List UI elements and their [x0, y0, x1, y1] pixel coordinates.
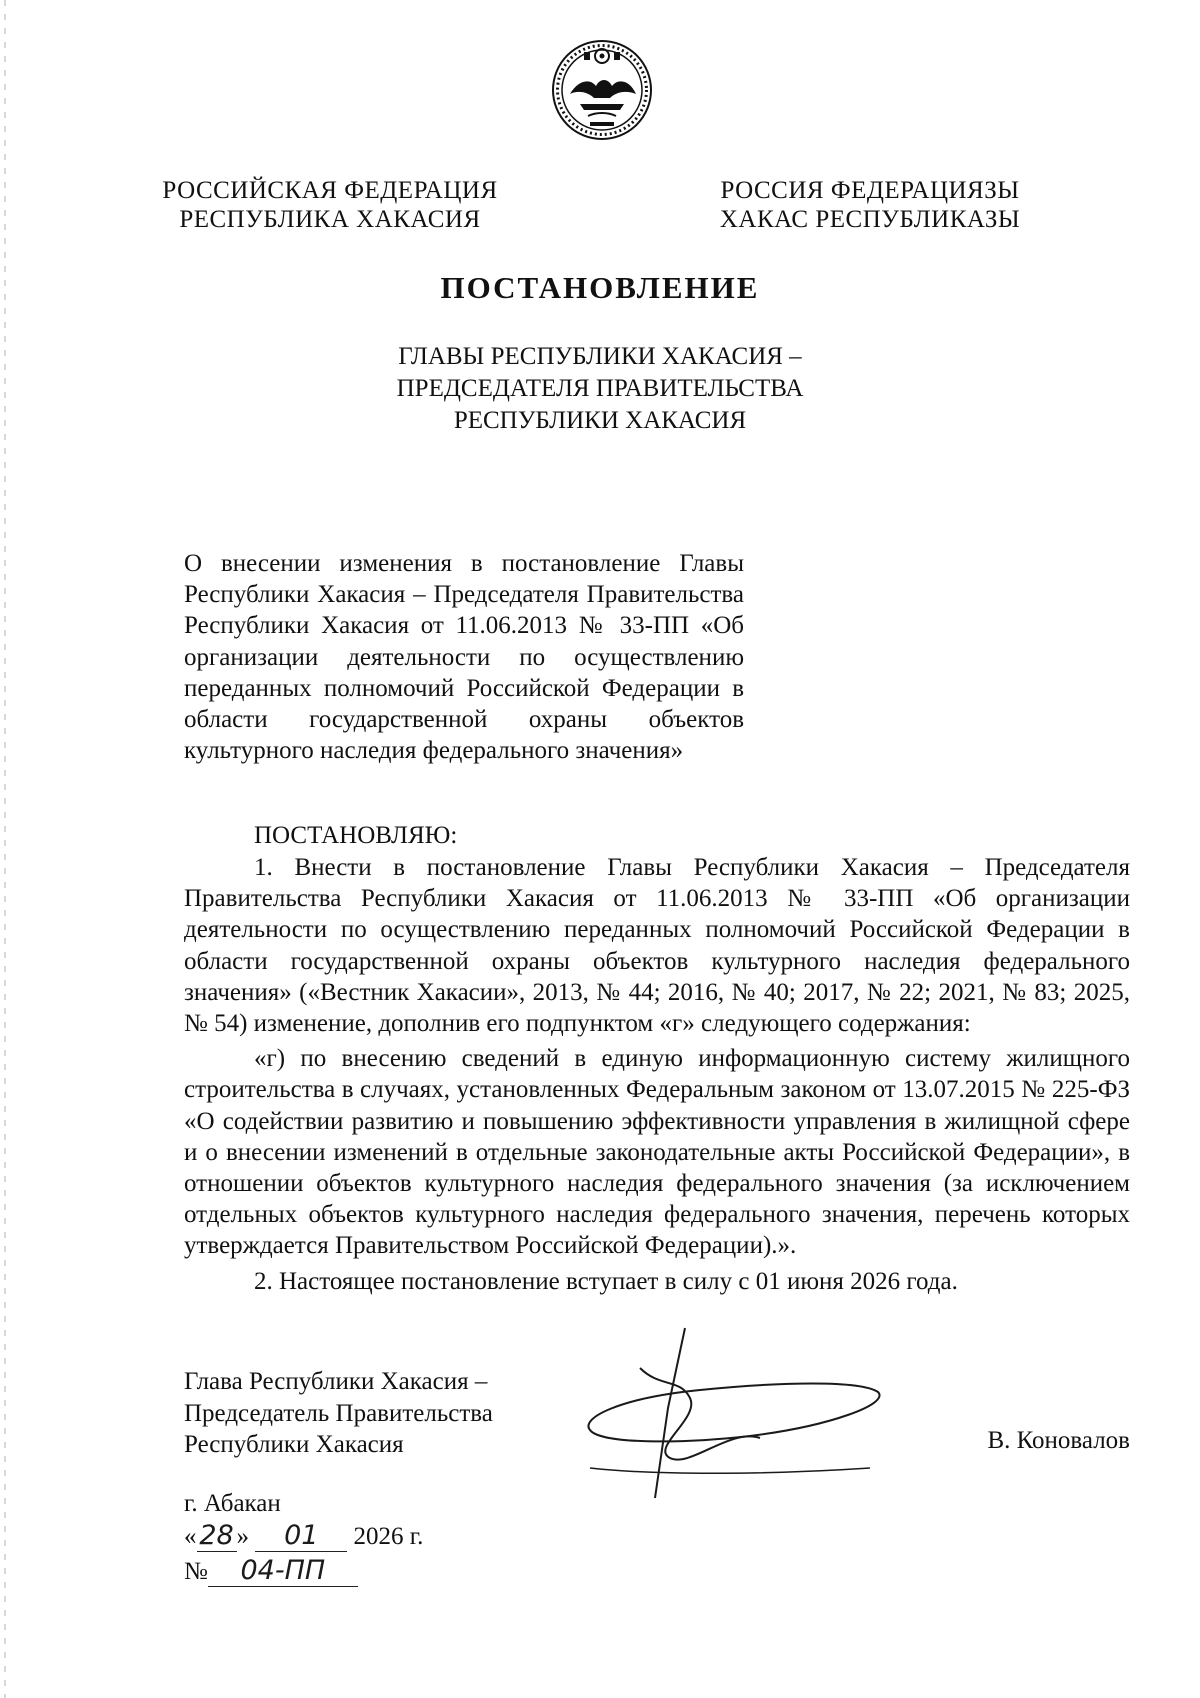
header-right-line-2: ХАКАС РЕСПУБЛИКАЗЫ	[719, 206, 1021, 233]
decree-word: ПОСТАНОВЛЯЮ:	[254, 822, 458, 849]
document-topic: О внесении изменения в постановление Главы Республики Хакасия – Председателя Правительства Республики Хакасия от 11.06.2013 № 33-ПП «Об организации деятельности по осуществлению переданных полномочий Российской Федерации в области государственной охраны объектов культурного наследия федерального значения»	[184, 550, 744, 765]
document-title: ПОСТАНОВЛЕНИЕ	[440, 270, 760, 305]
header-right	[700, 176, 1040, 234]
date-quote-close: »	[236, 1523, 249, 1550]
header-left-line-2: РЕСПУБЛИКА ХАКАСИЯ	[179, 206, 481, 233]
place-of-signing: г. Абакан	[184, 1490, 281, 1517]
date-day-field	[197, 1522, 237, 1552]
document-subtitle	[0, 341, 1200, 437]
paragraph-3: 2. Настоящее постановление вступает в силу с 01 июня 2026 года.	[254, 1267, 958, 1295]
document-number-field	[208, 1557, 358, 1587]
header-left-line-1: РОССИЙСКАЯ ФЕДЕРАЦИЯ	[162, 177, 498, 204]
subtitle-line-2: ПРЕДСЕДАТЕЛЯ ПРАВИТЕЛЬСТВА	[396, 375, 804, 402]
signer-title	[184, 1366, 493, 1461]
header-left	[160, 176, 500, 234]
handwritten-signature	[560, 1318, 900, 1518]
date-line	[184, 1522, 423, 1556]
header-right-line-1: РОССИЯ ФЕДЕРАЦИЯЗЫ	[720, 177, 1020, 204]
paragraph-1: 1. Внести в постановление Главы Республики Хакасия – Председателя Правительства Республики Хакасия от 11.06.2013 № 33-ПП «Об организации деятельности по осуществлению переданных полномочий Российской Федерации в области государственной охраны объектов культурного наследия федерального значения» («Вестник Хакасии», 2013, № 44; 2016, № 40; 2017, № 22; 2021, № 83; 2025, № 54) изменение, дополнив его подпунктом «г» следующего содержания:	[184, 854, 1130, 1038]
date-month-field	[255, 1522, 347, 1552]
subtitle-line-1: ГЛАВЫ РЕСПУБЛИКИ ХАКАСИЯ –	[398, 343, 802, 370]
date-day: 28	[199, 1520, 234, 1551]
paragraph-2: «г) по внесению сведений в единую информационную систему жилищного строительства в случаях, установленных Федеральным законом от 13.07.2015 № 225-ФЗ «О содействии развитию и повышению эффективности управления в жилищной сфере и о внесении изменений в отдельные законодательные акты Российской Федерации», в отношении объектов культурного наследия федерального значения (за исключением отдельных объектов культурного наследия федерального значения, перечень которых утверждается Правительством Российской Федерации).».	[184, 1045, 1130, 1260]
coat-of-arms-icon	[550, 38, 654, 142]
number-prefix: №	[184, 1558, 208, 1585]
subtitle-line-3: РЕСПУБЛИКИ ХАКАСИЯ	[453, 407, 747, 434]
signer-title-line-1: Глава Республики Хакасия –	[184, 1368, 488, 1395]
document-body	[184, 852, 1130, 1301]
date-year: 2026 г.	[353, 1523, 424, 1550]
date-month: 01	[284, 1520, 319, 1551]
signer-name: В. Коновалов	[987, 1427, 1130, 1454]
document-number: 04-ПП	[240, 1555, 326, 1586]
scan-edge-artifact	[4, 0, 6, 1698]
document-number-line	[184, 1557, 358, 1587]
signer-title-line-3: Республики Хакасия	[184, 1431, 404, 1458]
date-quote-open: «	[184, 1523, 197, 1550]
signer-title-line-2: Председатель Правительства	[184, 1399, 493, 1427]
